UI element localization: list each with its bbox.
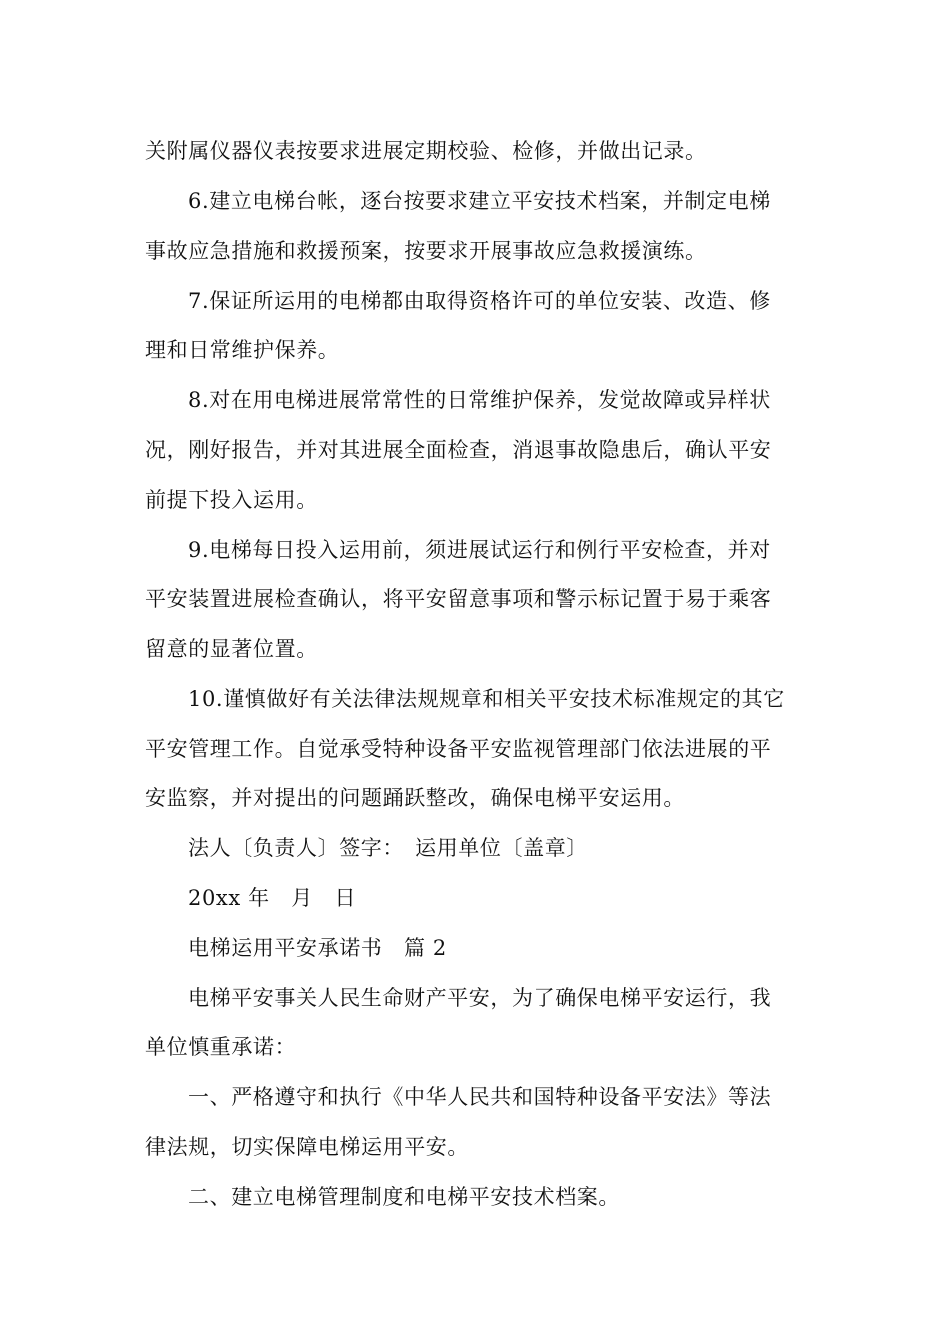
text-line: 安监察，并对提出的问题踊跃整改，确保电梯平安运用。: [145, 786, 685, 810]
text-line: 10.谨慎做好有关法律法规规章和相关平安技术标准规定的其它: [188, 687, 785, 711]
text-line: 平安管理工作。自觉承受特种设备平安监视管理部门依法进展的平: [145, 737, 772, 761]
date-line: 20xx 年 月 日: [188, 886, 357, 910]
text-line: 8.对在用电梯进展常常性的日常维护保养，发觉故障或异样状: [188, 388, 771, 412]
text-line: 一、严格遵守和执行《中华人民共和国特种设备平安法》等法: [188, 1085, 772, 1109]
text-line: 况，刚好报告，并对其进展全面检查，消退事故隐患后，确认平安: [145, 438, 772, 462]
text-line: 平安装置进展检查确认，将平安留意事项和警示标记置于易于乘客: [145, 587, 772, 611]
text-line: 事故应急措施和救援预案，按要求开展事故应急救援演练。: [145, 239, 707, 263]
text-line: 电梯平安事关人民生命财产平安，为了确保电梯平安运行，我: [188, 986, 772, 1010]
text-line: 9.电梯每日投入运用前，须进展试运行和例行平安检查，并对: [188, 538, 771, 562]
text-line: 留意的显著位置。: [145, 637, 318, 661]
text-line: 理和日常维护保养。: [145, 338, 340, 362]
text-line: 关附属仪器仪表按要求进展定期校验、检修，并做出记录。: [145, 139, 707, 163]
text-line: 单位慎重承诺：: [145, 1035, 297, 1059]
text-line: 律法规，切实保障电梯运用平安。: [145, 1135, 469, 1159]
signature-line: 法人〔负责人〕签字： 运用单位〔盖章〕: [188, 836, 588, 860]
text-line: 前提下投入运用。: [145, 488, 318, 512]
section-heading: 电梯运用平安承诺书 篇 2: [188, 936, 447, 960]
text-line: 6.建立电梯台帐，逐台按要求建立平安技术档案，并制定电梯: [188, 189, 771, 213]
text-line: 二、建立电梯管理制度和电梯平安技术档案。: [188, 1185, 620, 1209]
text-line: 7.保证所运用的电梯都由取得资格许可的单位安装、改造、修: [188, 289, 771, 313]
